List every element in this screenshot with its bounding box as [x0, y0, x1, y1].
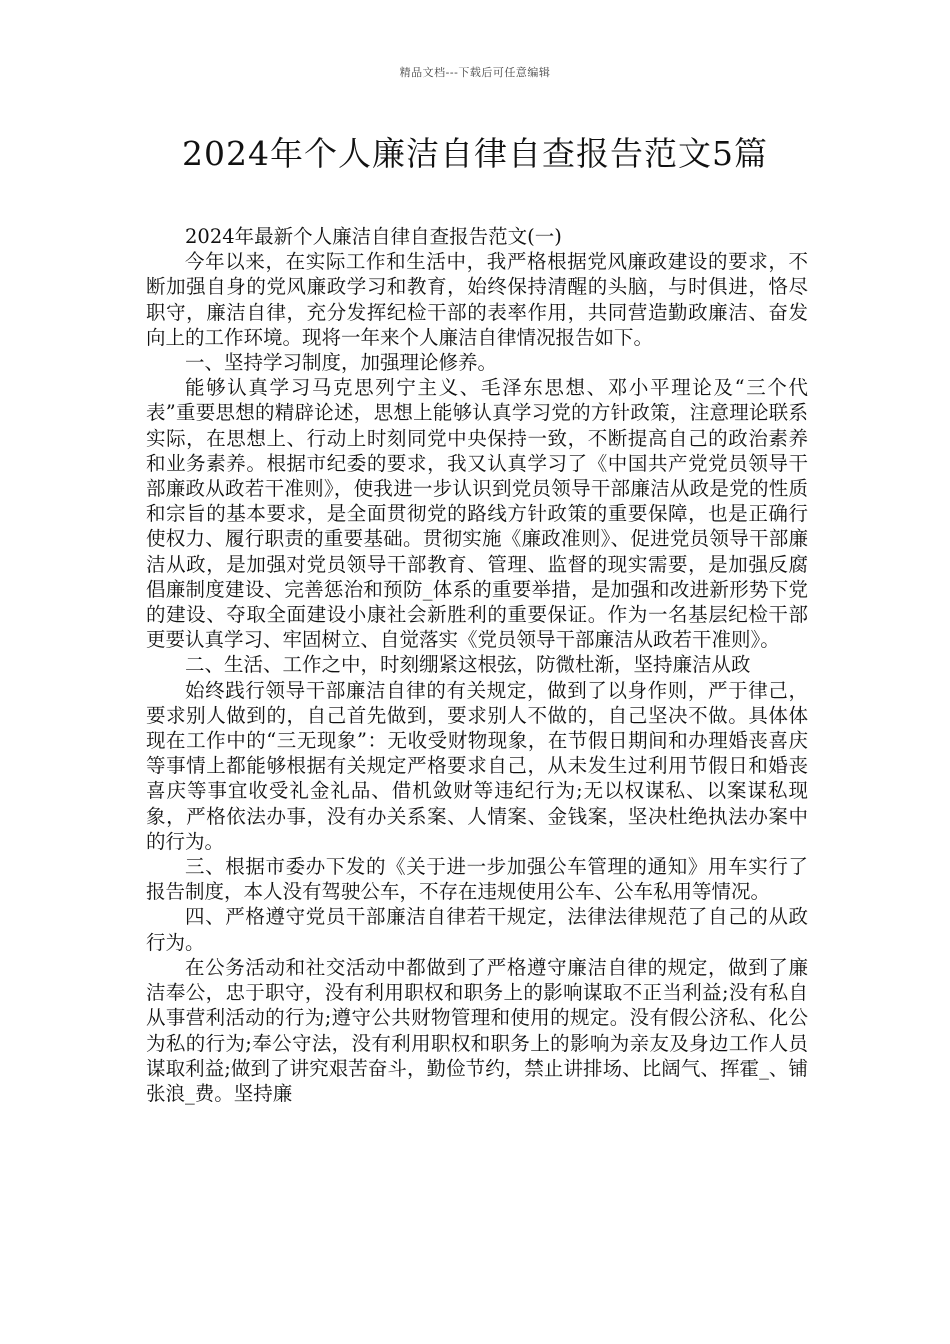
- paragraph: 在公务活动和社交活动中都做到了严格遵守廉洁自律的规定，做到了廉洁奉公，忠于职守，没有利用职权和职务上的影响谋取不正当利益;没有私自从事营利活动的行为;遵守公共财物管理和使用的规定。没有假公济私、化公为私的行为;奉公守法，没有利用职权和职务上的影响为亲友及身边工作人员谋取利益;做到了讲究艰苦奋斗，勤俭节约，禁止讲排场、比阔气、挥霍_、铺张浪_费。坚持廉: [146, 955, 808, 1105]
- section-heading: 一、坚持学习制度，加强理论修养。: [185, 351, 498, 375]
- section-heading: 四、严格遵守党员干部廉洁自律若干规定，法律法律规范了自己的从政行为。: [146, 905, 808, 954]
- document-body: [146, 224, 808, 1106]
- paragraph: 三、根据市委办下发的《关于进一步加强公车管理的通知》用车实行了报告制度，本人没有驾驶公车，不存在违规使用公车、公车私用等情况。: [146, 855, 808, 904]
- document-title: 2024年个人廉洁自律自查报告范文5篇: [182, 134, 768, 173]
- section-heading: 2024年最新个人廉洁自律自查报告范文(一): [185, 225, 562, 248]
- section-heading: 二、生活、工作之中，时刻绷紧这根弦，防微杜渐，坚持廉洁从政: [185, 653, 751, 677]
- paragraph: 今年以来，在实际工作和生活中，我严格根据党风廉政建设的要求，不断加强自身的党风廉政学习和教育，始终保持清醒的头脑，与时俱进，恪尽职守，廉洁自律，充分发挥纪检干部的表率作用，共同营造勤政廉洁、奋发向上的工作环境。现将一年来个人廉洁自律情况报告如下。: [146, 250, 808, 349]
- paragraph: 始终践行领导干部廉洁自律的有关规定，做到了以身作则，严于律己，要求别人做到的，自己首先做到，要求别人不做的，自己坚决不做。具体体现在工作中的“三无现象”：无收受财物现象，在节假日期间和办理婚丧喜庆等事情上都能够根据有关规定严格要求自己，从未发生过利用节假日和婚丧喜庆等事宜收受礼金礼品、借机敛财等违纪行为;无以权谋私、以案谋私现象，严格依法办事，没有办关系案、人情案、金钱案，坚决杜绝执法办案中的行为。: [146, 678, 808, 853]
- header-note: 精品文档---下载后可任意编辑: [399, 66, 551, 79]
- paragraph: 能够认真学习马克思列宁主义、毛泽东思想、邓小平理论及“三个代表”重要思想的精辟论述，思想上能够认真学习党的方针政策，注意理论联系实际，在思想上、行动上时刻同党中央保持一致，不断提高自己的政治素养和业务素养。根据市纪委的要求，我又认真学习了《中国共产党党员领导干部廉政从政若干准则》，使我进一步认识到党员领导干部廉洁从政是党的性质和宗旨的基本要求，是全面贯彻党的路线方针政策的重要保障，也是正确行使权力、履行职责的重要基础。贯彻实施《廉政准则》、促进党员领导干部廉洁从政，是加强对党员领导干部教育、管理、监督的现实需要，是加强反腐倡廉制度建设、完善惩治和预防_体系的重要举措，是加强和改进新形势下党的建设、夺取全面建设小康社会新胜利的重要保证。作为一名基层纪检干部更要认真学习、牢固树立、自觉落实《党员领导干部廉洁从政若干准则》。: [146, 376, 808, 652]
